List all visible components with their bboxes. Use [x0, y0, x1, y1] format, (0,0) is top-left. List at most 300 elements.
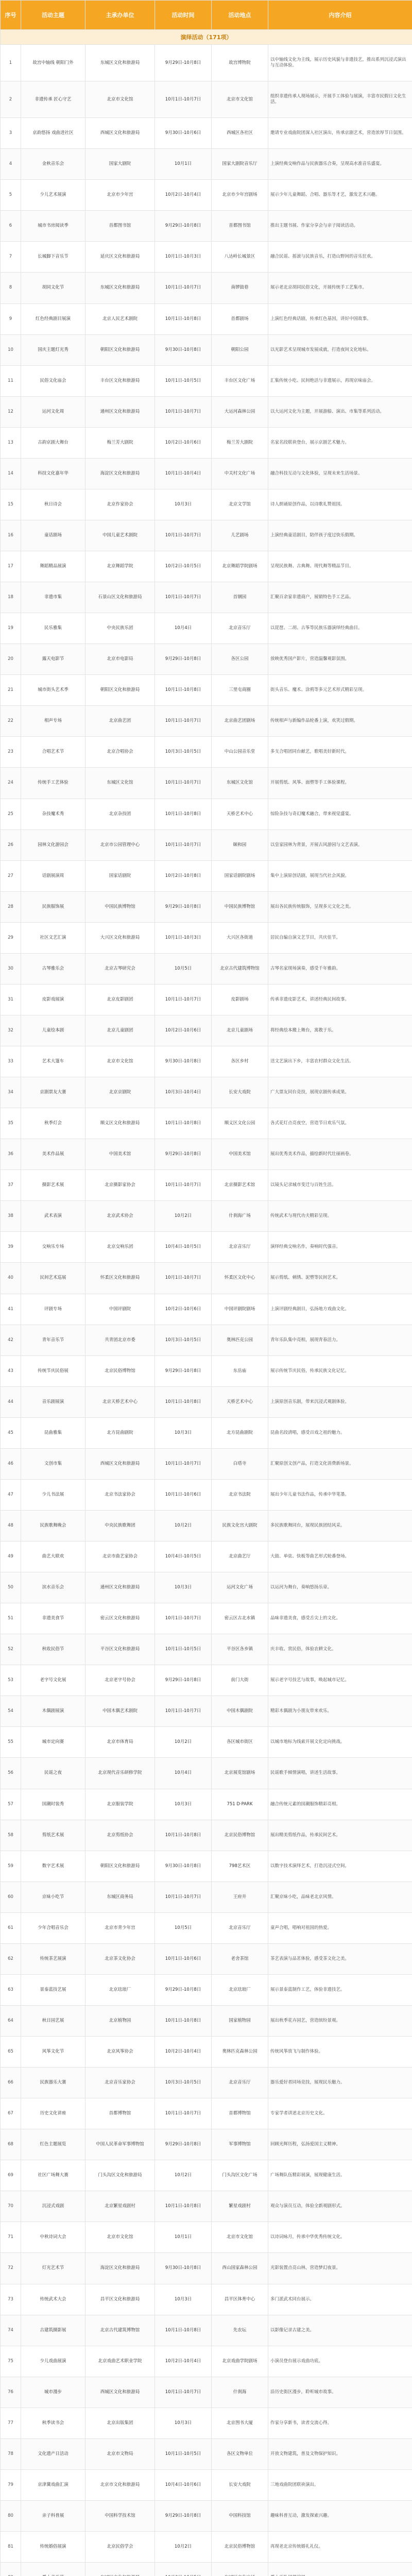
table-row	[1, 1912, 412, 1943]
row-theme: 亲子科普展	[21, 2500, 85, 2531]
table-row	[1, 81, 412, 118]
table-row	[1, 737, 412, 768]
row-number: 59	[1, 1851, 21, 1882]
row-number: 1	[1, 45, 21, 81]
row-theme: 非遗美食节	[21, 1603, 85, 1634]
table-row	[1, 1634, 412, 1665]
row-theme: 滨水音乐会	[21, 1572, 85, 1603]
row-location: 北京古代建筑博物馆	[212, 953, 268, 984]
table-row	[1, 860, 412, 891]
row-time: 10月3日	[155, 1572, 212, 1603]
row-number: 49	[1, 1541, 21, 1572]
row-time: 10月1日-10月8日	[155, 2315, 212, 2346]
row-time: 10月1日-10月5日	[155, 1634, 212, 1665]
row-organizer: 北京繁星戏剧村	[85, 2191, 155, 2222]
row-number: 75	[1, 2346, 21, 2377]
row-time: 10月3日	[155, 2408, 212, 2438]
row-organizer: 北京市文化馆	[85, 1046, 155, 1077]
row-time: 10月1日-10月7日	[155, 2098, 212, 2129]
row-intro: 品味非遗美食，感受舌尖上的文化。	[268, 1603, 412, 1634]
row-intro: 展示老北京胡同民俗文化，开展传统手工艺集市。	[268, 273, 412, 303]
row-theme: 中秋诗词大会	[21, 2222, 85, 2253]
row-theme: 皮影戏展演	[21, 984, 85, 1015]
row-theme: 评剧专场	[21, 1294, 85, 1325]
table-row	[1, 1510, 412, 1541]
table-row	[1, 2563, 412, 2576]
row-location: 北京音乐厅	[212, 613, 268, 644]
header-organizer: 主承办单位	[85, 1, 155, 30]
row-time: 10月4日	[155, 613, 212, 644]
row-location: 国家话剧院剧场	[212, 860, 268, 891]
row-intro: 童声合唱，唱响对祖国的热爱。	[268, 1912, 412, 1943]
row-location: 中国评剧院剧场	[212, 1294, 268, 1325]
row-intro: 放映优秀国产影片，营造温馨观影氛围。	[268, 644, 412, 675]
row-organizer: 朝阳区文化和旅游局	[85, 675, 155, 706]
row-intro: 以皇家园林为背景，开展古风游园与文艺表演。	[268, 829, 412, 860]
table-row	[1, 2408, 412, 2438]
row-organizer: 北京民俗博物馆	[85, 1355, 155, 1386]
row-organizer: 北京京剧院	[85, 1077, 155, 1108]
table-row	[1, 922, 412, 953]
row-organizer: 朝阳区文化和旅游局	[85, 1851, 155, 1882]
row-time: 10月3日-10月5日	[155, 2067, 212, 2098]
row-number: 39	[1, 1232, 21, 1263]
row-organizer: 北京茶文化协会	[85, 1943, 155, 1974]
row-theme: 故宫中轴线 朝阳门外	[21, 45, 85, 81]
row-location: 皮影剧场	[212, 984, 268, 1015]
row-location: 北京曲艺厅	[212, 1541, 268, 1572]
row-theme: 民族服饰展	[21, 891, 85, 922]
row-number: 13	[1, 427, 21, 458]
table-row	[1, 2067, 412, 2098]
row-intro: 展出优秀美术作品，描绘新时代壮丽画卷。	[268, 1139, 412, 1170]
row-intro: 开放文物建筑，普及文物保护知识。	[268, 2438, 412, 2469]
row-theme: 景泰蓝技艺展	[21, 1974, 85, 2005]
row-organizer: 北京老字号协会	[85, 1665, 155, 1696]
table-row	[1, 2315, 412, 2346]
row-number: 50	[1, 1572, 21, 1603]
row-theme: 秋收民俗节	[21, 1634, 85, 1665]
row-time: 10月2日-10月6日	[155, 427, 212, 458]
row-organizer: 北京摄影家协会	[85, 1170, 155, 1201]
row-theme: 京味小吃节	[21, 1882, 85, 1912]
row-theme: 文化遗产日活动	[21, 2438, 85, 2469]
table-row	[1, 1046, 412, 1077]
row-location: 中山公园音乐堂	[212, 737, 268, 768]
row-theme: 秋季读书会	[21, 2408, 85, 2438]
row-organizer: 国家大剧院	[85, 149, 155, 180]
row-number: 55	[1, 1727, 21, 1758]
row-time: 10月2日-10月4日	[155, 2346, 212, 2377]
row-intro: 邀请专业戏曲院团深入社区演出，传承京剧艺术，营造浓厚节日氛围。	[268, 118, 412, 149]
row-number: 33	[1, 1046, 21, 1077]
row-location: 先农坛	[212, 2315, 268, 2346]
table-row	[1, 1139, 412, 1170]
row-organizer: 北京出版集团	[85, 2408, 155, 2438]
row-number: 73	[1, 2284, 21, 2315]
row-number: 48	[1, 1510, 21, 1541]
table-row	[1, 1294, 412, 1325]
row-theme: 少儿艺术展演	[21, 180, 85, 211]
header-no: 序号	[1, 1, 21, 30]
row-intro: 小演员登台展示戏曲功底。	[268, 2346, 412, 2377]
row-intro: 上演红色经典话剧，传承红色基因，讲好中国故事。	[268, 303, 412, 334]
row-time: 10月1日-10月4日	[155, 458, 212, 489]
row-location: 儿艺剧场	[212, 520, 268, 551]
row-theme: 国庆主题灯光秀	[21, 334, 85, 365]
row-number: 77	[1, 2408, 21, 2438]
row-time: 10月2日-10月5日	[155, 551, 212, 582]
table-row	[1, 1820, 412, 1851]
row-location: 南锣鼓巷	[212, 273, 268, 303]
row-location: 首都图书馆	[212, 211, 268, 242]
row-theme: 相声专场	[21, 706, 85, 737]
row-location: 军事博物馆	[212, 2129, 268, 2160]
section-title: 演绎活动（171项）	[1, 30, 412, 45]
row-organizer: 北京作家协会	[85, 489, 155, 520]
row-time: 10月2日-10月4日	[155, 180, 212, 211]
row-location: 长安大戏院	[212, 1077, 268, 1108]
row-number: 81	[1, 2532, 21, 2563]
row-location: 什刹海	[212, 2377, 268, 2408]
row-theme: 舞蹈精品展演	[21, 551, 85, 582]
row-location: 各区公园	[212, 644, 268, 675]
table-row	[1, 768, 412, 799]
row-organizer: 门头沟区文化和旅游局	[85, 2160, 155, 2191]
row-time: 10月1日-10月7日	[155, 768, 212, 799]
row-theme: 民族器乐大赛	[21, 2067, 85, 2098]
row-organizer	[85, 2563, 155, 2576]
row-number: 74	[1, 2315, 21, 2346]
row-intro: 以城市地标为线索开展文化定向挑战。	[268, 1727, 412, 1758]
row-intro: 集中上演原创话剧，展现当代社会风貌。	[268, 860, 412, 891]
row-number: 12	[1, 396, 21, 427]
table-row	[1, 1108, 412, 1139]
row-theme: 灯光艺术节	[21, 2253, 85, 2284]
row-theme: 木偶剧展演	[21, 1696, 85, 1727]
row-time: 10月2日	[155, 1510, 212, 1541]
row-organizer: 东城区文化和旅游局	[85, 273, 155, 303]
row-location: 什刹海广场	[212, 1201, 268, 1232]
row-intro: 呈现民族舞、古典舞、现代舞等精品节目。	[268, 551, 412, 582]
row-organizer: 北京市少年宫	[85, 180, 155, 211]
row-time: 10月1日-10月3日	[155, 242, 212, 273]
row-organizer: 北京天桥艺术中心	[85, 1386, 155, 1417]
row-number: 70	[1, 2191, 21, 2222]
row-time: 10月1日-10月8日	[155, 2005, 212, 2036]
row-time: 10月1日-10月7日	[155, 829, 212, 860]
row-organizer: 北京市青少年宫	[85, 1912, 155, 1943]
row-intro: 展示少年儿童舞蹈、合唱、器乐等才艺，激发艺术兴趣。	[268, 180, 412, 211]
row-organizer: 中国人民革命军事博物馆	[85, 2129, 155, 2160]
row-organizer: 北京民俗学会	[85, 2532, 155, 2563]
row-theme: 国潮时装秀	[21, 1789, 85, 1820]
row-number: 17	[1, 551, 21, 582]
table-row	[1, 1417, 412, 1448]
row-location: 西城区各社区	[212, 118, 268, 149]
row-theme: 运河文化周	[21, 396, 85, 427]
row-number: 27	[1, 860, 21, 891]
row-intro: 以大运河文化为主题，开展游船、演出、市集等系列活动。	[268, 396, 412, 427]
table-row	[1, 180, 412, 211]
row-intro: 三地戏曲院团联袂演出。	[268, 2469, 412, 2500]
row-theme: 民间艺术巡展	[21, 1263, 85, 1294]
row-time: 10月1日-10月7日	[155, 1263, 212, 1294]
row-intro: 多门派武术同台展示。	[268, 2284, 412, 2315]
row-theme: 城市书房阅读季	[21, 211, 85, 242]
row-number: 32	[1, 1015, 21, 1046]
row-time: 10月4日	[155, 1758, 212, 1789]
row-time: 10月1日-10月7日	[155, 1882, 212, 1912]
row-location: 中国科技馆	[212, 2500, 268, 2531]
row-theme: 历史文化讲座	[21, 2098, 85, 2129]
table-row	[1, 675, 412, 706]
row-location: 北京摄影艺术馆	[212, 1170, 268, 1201]
row-time: 10月1日-10月7日	[155, 1448, 212, 1479]
row-organizer: 北京曲艺团	[85, 706, 155, 737]
row-theme: 民俗文化庙会	[21, 365, 85, 396]
row-location: 北京文学馆	[212, 489, 268, 520]
row-location: 老舍茶馆	[212, 1943, 268, 1974]
row-theme: 传统茶艺展演	[21, 1943, 85, 1974]
row-theme: 古韵京剧大舞台	[21, 427, 85, 458]
row-intro: 沿历史街区漫步，聆听城市故事。	[268, 2377, 412, 2408]
row-theme: 曲艺大联欢	[21, 1541, 85, 1572]
table-row	[1, 1882, 412, 1912]
row-organizer: 石景山区文化和旅游局	[85, 582, 155, 613]
row-organizer: 北京市公园管理中心	[85, 829, 155, 860]
row-location: 三里屯商圈	[212, 675, 268, 706]
row-organizer: 北京人民艺术剧院	[85, 303, 155, 334]
table-row	[1, 706, 412, 737]
row-theme: 京韵悠扬 戏曲进社区	[21, 118, 85, 149]
row-theme: 风筝文化节	[21, 2037, 85, 2067]
row-time: 10月1日-10月7日	[155, 2377, 212, 2408]
row-time: 10月1日-10月8日	[155, 675, 212, 706]
row-time: 10月1日-10月7日	[155, 396, 212, 427]
row-organizer: 北京音乐家协会	[85, 2067, 155, 2098]
row-intro: 以琵琶、二胡、古筝等民族乐器演绎经典曲目。	[268, 613, 412, 644]
row-intro: 传统武术与现代功夫精彩呈现。	[268, 1201, 412, 1232]
row-theme: 传统手工艺体验	[21, 768, 85, 799]
row-number: 76	[1, 2377, 21, 2408]
row-theme: 红色主题展览	[21, 2129, 85, 2160]
row-location: 东岳庙	[212, 1355, 268, 1386]
table-row	[1, 1263, 412, 1294]
row-organizer: 首都图书馆	[85, 211, 155, 242]
row-organizer: 中国评剧院	[85, 1294, 155, 1325]
row-time: 10月1日-10月6日	[155, 1943, 212, 1974]
row-number: 23	[1, 737, 21, 768]
row-number: 7	[1, 242, 21, 273]
row-location: 北京图书大厦	[212, 2408, 268, 2438]
table-row	[1, 45, 412, 81]
row-number: 15	[1, 489, 21, 520]
row-location: 中国民族博物馆	[212, 891, 268, 922]
row-number: 43	[1, 1355, 21, 1386]
row-time: 10月1日-10月5日	[155, 2438, 212, 2469]
row-time: 10月1日-10月7日	[155, 1696, 212, 1727]
row-time: 9月29日-10月8日	[155, 2500, 212, 2531]
row-time: 9月30日-10月8日	[155, 1046, 212, 1077]
row-theme: 话剧展演周	[21, 860, 85, 891]
row-location: 门头沟区文化广场	[212, 2160, 268, 2191]
row-intro: 居民自编自演文艺节目，共庆佳节。	[268, 922, 412, 953]
section-row	[1, 30, 412, 45]
row-number: 42	[1, 1325, 21, 1355]
row-location: 八达岭长城景区	[212, 242, 268, 273]
table-row	[1, 799, 412, 829]
table-header-row	[1, 1, 412, 30]
row-number: 8	[1, 273, 21, 303]
row-theme: 科技文化嘉年华	[21, 458, 85, 489]
row-time: 10月3日-10月4日	[155, 1077, 212, 1108]
row-time: 9月30日-10月8日	[155, 2253, 212, 2284]
row-theme: 剪纸艺术展	[21, 1820, 85, 1851]
row-organizer: 中国木偶艺术剧院	[85, 1696, 155, 1727]
table-row	[1, 1448, 412, 1479]
row-location: 北京音乐厅	[212, 2067, 268, 2098]
row-time: 10月1日	[155, 2222, 212, 2253]
row-time: 10月2日	[155, 1201, 212, 1232]
row-intro: 以数字技术演绎艺术，打造沉浸式空间。	[268, 1851, 412, 1882]
row-time	[155, 2563, 212, 2576]
row-location: 北京音乐厅	[212, 1912, 268, 1943]
row-theme: 城市街头艺术季	[21, 675, 85, 706]
row-time: 10月1日-10月6日	[155, 1479, 212, 1510]
row-number: 54	[1, 1696, 21, 1727]
row-location: 密云区古北水镇	[212, 1603, 268, 1634]
row-number: 20	[1, 644, 21, 675]
row-location: 首都博物馆	[212, 2098, 268, 2129]
row-intro: 诗人朗诵原创作品，以诗歌礼赞祖国。	[268, 489, 412, 520]
row-time: 10月1日-10月7日	[155, 273, 212, 303]
row-theme: 城市定向赛	[21, 1727, 85, 1758]
row-intro: 展示剪纸、刺绣、泥塑等民间艺术。	[268, 1263, 412, 1294]
row-intro: 各式花灯点亮夜空，营造节日欢乐气氛。	[268, 1108, 412, 1139]
row-number: 28	[1, 891, 21, 922]
row-intro: 开展剪纸、风筝、面塑等手工体验课程。	[268, 768, 412, 799]
row-theme: 秋季灯会	[21, 1108, 85, 1139]
row-organizer: 朝阳区文化和旅游局	[85, 334, 155, 365]
row-theme: 传统婚俗展演	[21, 2532, 85, 2563]
row-intro: 推出主题书展、作家分享会与亲子阅读活动。	[268, 211, 412, 242]
row-number: 3	[1, 118, 21, 149]
row-organizer: 大兴区文化和旅游局	[85, 922, 155, 953]
row-time: 10月1日-10月8日	[155, 799, 212, 829]
table-row	[1, 1665, 412, 1696]
table-row	[1, 1603, 412, 1634]
row-organizer: 中央民族乐团	[85, 613, 155, 644]
row-time: 10月1日-10月7日	[155, 1603, 212, 1634]
row-location: 北京市文化馆	[212, 2222, 268, 2253]
row-organizer: 西城区文化和旅游局	[85, 118, 155, 149]
row-intro: 以影像记录古建之美。	[268, 2315, 412, 2346]
row-theme: 古琴雅乐会	[21, 953, 85, 984]
table-row	[1, 984, 412, 1015]
row-theme: 红色经典剧目展演	[21, 303, 85, 334]
table-row	[1, 1943, 412, 1974]
row-time: 10月1日-10月7日	[155, 1170, 212, 1201]
row-number: 21	[1, 675, 21, 706]
row-intro: 以诗词咏月，传承中华优秀传统文化。	[268, 2222, 412, 2253]
row-number: 66	[1, 2067, 21, 2098]
row-number: 45	[1, 1417, 21, 1448]
row-time: 10月3日	[155, 489, 212, 520]
row-time: 10月2日-10月6日	[155, 1015, 212, 1046]
row-time: 10月2日	[155, 2160, 212, 2191]
row-theme: 摄影艺术展	[21, 1170, 85, 1201]
row-intro: 汇聚百余家非遗商户，展销特色手工艺品。	[268, 582, 412, 613]
row-intro: 光影装置点亮山林，营造梦幻夜景。	[268, 2253, 412, 2284]
row-time: 10月1日-10月3日	[155, 922, 212, 953]
row-time: 10月2日-10月4日	[155, 2037, 212, 2067]
row-organizer: 西城区文化和旅游局	[85, 1448, 155, 1479]
row-intro: 传统相声与新编作品轮番上演，欢笑过假期。	[268, 706, 412, 737]
row-location: 大兴区各街道	[212, 922, 268, 953]
row-theme: 童话剧场	[21, 520, 85, 551]
row-time: 10月4日-10月5日	[155, 1541, 212, 1572]
row-number: 79	[1, 2469, 21, 2500]
row-intro: 展出秋季花卉园艺，营造缤纷景观。	[268, 2005, 412, 2036]
row-intro: 大鼓、单弦、快板等曲艺形式轮番登场。	[268, 1541, 412, 1572]
row-theme: 古建筑摄影展	[21, 2315, 85, 2346]
row-organizer: 北京市文化馆	[85, 81, 155, 118]
row-intro: 古琴名家现场演奏，感受千年雅韵。	[268, 953, 412, 984]
row-location: 各区城市街区	[212, 1727, 268, 1758]
row-location: 国家植物园	[212, 2005, 268, 2036]
row-intro: 汇聚京味小吃，品味老北京风情。	[268, 1882, 412, 1912]
row-location: 751 D·PARK	[212, 1789, 268, 1820]
table-row	[1, 1572, 412, 1603]
header-time: 活动时间	[155, 1, 212, 30]
row-intro: 传统风筝放飞与制作体验。	[268, 2037, 412, 2067]
row-theme: 沉浸式戏剧	[21, 2191, 85, 2222]
row-time: 10月1日-10月7日	[155, 582, 212, 613]
table-row	[1, 2253, 412, 2284]
row-organizer: 国家话剧院	[85, 860, 155, 891]
row-theme: 长城脚下音乐节	[21, 242, 85, 273]
row-number: 64	[1, 2005, 21, 2036]
row-location: 长安大戏院	[212, 2469, 268, 2500]
row-time: 10月1日-10月8日	[155, 303, 212, 334]
row-number: 78	[1, 2438, 21, 2469]
row-intro: 展出各民族传统服饰，呈现多元文化之美。	[268, 891, 412, 922]
row-organizer: 密云区文化和旅游局	[85, 1603, 155, 1634]
table-row	[1, 2005, 412, 2036]
table-row	[1, 2532, 412, 2563]
table-row	[1, 1077, 412, 1108]
row-theme: 老字号文化展	[21, 1665, 85, 1696]
row-location: 中关村文化广场	[212, 458, 268, 489]
table-row	[1, 211, 412, 242]
row-intro: 以镜头记录城市变迁与百姓生活。	[268, 1170, 412, 1201]
row-number: 10	[1, 334, 21, 365]
row-number: 56	[1, 1758, 21, 1789]
row-location: 朝阳公园	[212, 334, 268, 365]
row-organizer: 中国民族博物馆	[85, 891, 155, 922]
row-theme: 京津冀戏曲汇演	[21, 2469, 85, 2500]
row-organizer: 丰台区文化和旅游局	[85, 365, 155, 396]
row-location: 各区乡村	[212, 1046, 268, 1077]
row-location: 西山国家森林公园	[212, 2253, 268, 2284]
table-row	[1, 1974, 412, 2005]
row-theme: 城市漫步	[21, 2377, 85, 2408]
table-row	[1, 953, 412, 984]
row-organizer: 海淀区文化和旅游局	[85, 458, 155, 489]
table-row	[1, 365, 412, 396]
row-number: 71	[1, 2222, 21, 2253]
